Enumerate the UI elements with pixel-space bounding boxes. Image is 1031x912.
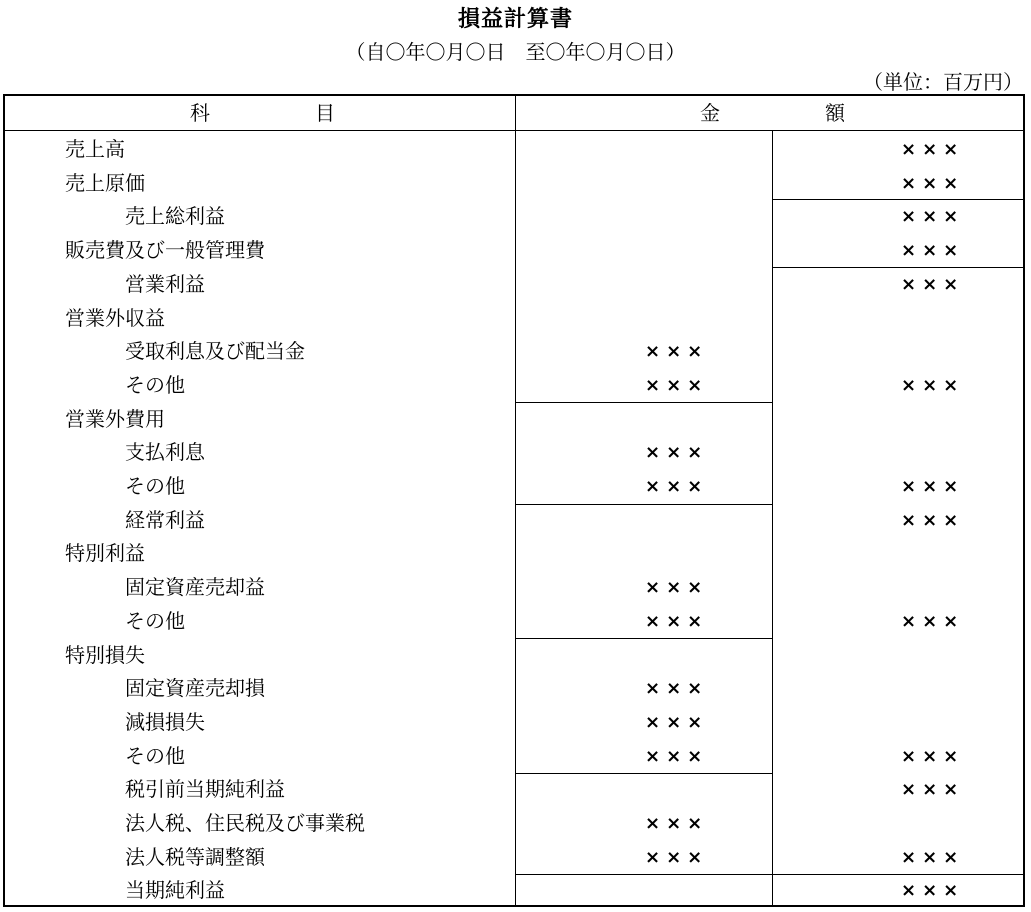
unit-label: （単位：百万円） (863, 70, 1023, 94)
amount-total: ××× (901, 139, 965, 160)
amount-detail: ××× (645, 341, 709, 363)
amount-total: ××× (901, 509, 965, 531)
row-label: 特別利益 (65, 541, 145, 566)
rule-line (5, 130, 1023, 131)
header-item-1: 科 (190, 101, 210, 125)
row-label: 当期純利益 (125, 878, 225, 903)
amount-detail: ××× (645, 374, 709, 396)
row-label: 売上総利益 (125, 204, 225, 229)
amount-total: ××× (901, 476, 965, 497)
amount-detail: ××× (645, 678, 709, 700)
row-label: 経常利益 (125, 507, 205, 532)
row-label: その他 (125, 608, 185, 633)
amount-detail: ××× (645, 442, 709, 464)
amount-total: ××× (901, 273, 965, 295)
amount-detail: ××× (645, 711, 709, 733)
row-label: 固定資産売却損 (125, 676, 265, 701)
amount-total: ××× (901, 880, 965, 902)
row-label: その他 (125, 743, 185, 768)
amount-detail: ××× (645, 846, 709, 868)
amount-total: ××× (901, 240, 965, 262)
rule-line (515, 638, 772, 639)
amount-total: ××× (901, 610, 965, 632)
header-item-2: 目 (315, 101, 335, 125)
header-amount-2: 額 (825, 101, 845, 125)
statement-period: （自〇年〇月〇日 至〇年〇月〇日） (345, 40, 686, 64)
row-label: 販売費及び一般管理費 (65, 238, 265, 263)
rule-line (772, 130, 773, 907)
row-label: その他 (125, 372, 185, 397)
row-label: 法人税等調整額 (125, 844, 265, 869)
amount-detail: ××× (645, 610, 709, 632)
row-label: 受取利息及び配当金 (125, 339, 305, 364)
statement-title: 損益計算書 (457, 7, 573, 32)
amount-detail: ××× (645, 476, 709, 497)
amount-detail: ××× (645, 813, 709, 834)
amount-total: ××× (901, 779, 965, 801)
rule-line (515, 402, 772, 403)
amount-detail: ××× (645, 745, 709, 767)
amount-total: ××× (901, 172, 965, 194)
rule-line (515, 504, 772, 505)
header-amount-1: 金 (700, 101, 720, 125)
row-label: 減損損失 (125, 709, 205, 734)
row-label: 支払利息 (125, 440, 205, 465)
row-label: 営業外費用 (65, 406, 165, 431)
row-label: 売上原価 (65, 170, 145, 195)
row-label: 特別損失 (65, 642, 145, 667)
row-label: 売上高 (65, 137, 125, 161)
row-label: 営業外収益 (65, 305, 165, 330)
rule-line (515, 96, 516, 907)
rule-line (772, 267, 1023, 268)
amount-total: ××× (901, 206, 965, 228)
amount-total: ××× (901, 374, 965, 396)
rule-line (772, 199, 1023, 200)
row-label: 営業利益 (125, 271, 205, 296)
rule-line (515, 773, 772, 774)
amount-detail: ××× (645, 577, 709, 599)
rule-line (515, 874, 1023, 875)
row-label: その他 (125, 474, 185, 498)
amount-total: ××× (901, 745, 965, 767)
income-statement-table (3, 94, 1025, 907)
row-label: 法人税、住民税及び事業税 (125, 811, 365, 835)
amount-total: ××× (901, 846, 965, 868)
row-label: 固定資産売却益 (125, 575, 265, 600)
row-label: 税引前当期純利益 (125, 777, 285, 802)
